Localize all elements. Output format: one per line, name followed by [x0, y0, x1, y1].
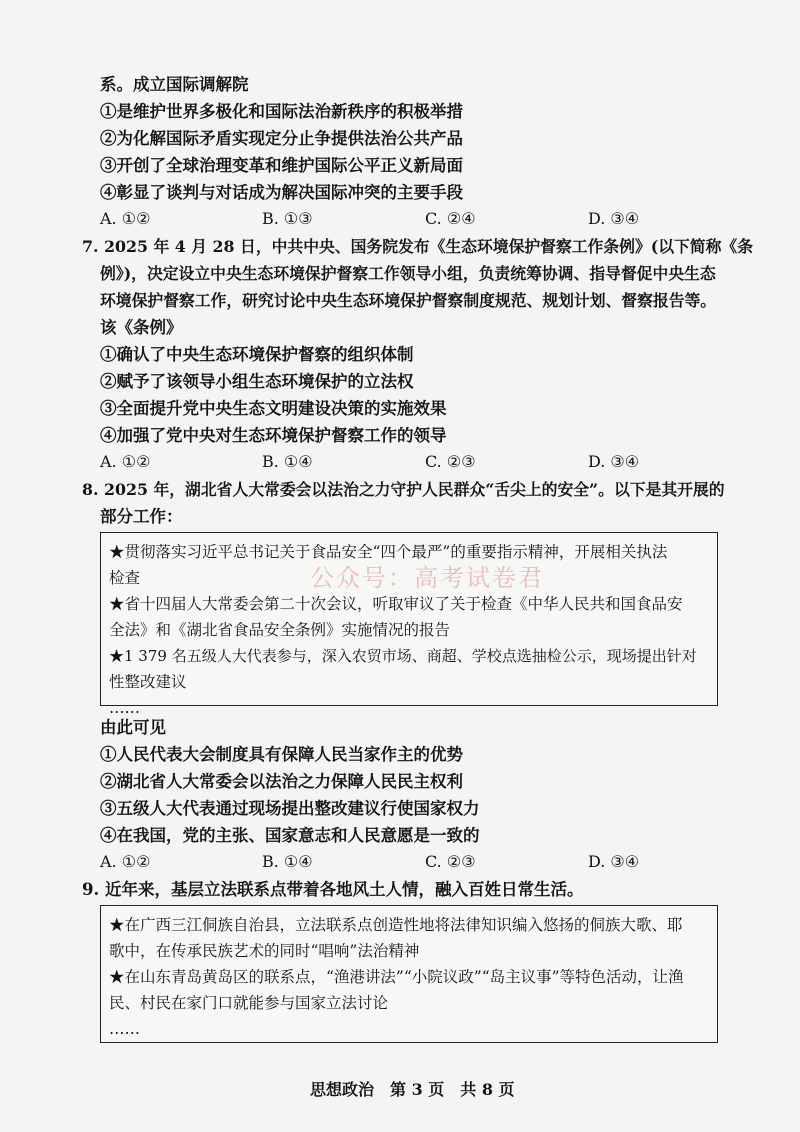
q7-option-d: D. ③④: [588, 452, 640, 471]
q6-statement-3: ③开创了全球治理变革和维护国际公平正义新局面: [100, 156, 463, 175]
q7-stem-line-4: 该《条例》: [100, 318, 183, 337]
q9-material-line-1: ★在广西三江侗族自治县，立法联系点创造性地将法律知识编入悠扬的侗族大歌、耶: [109, 916, 683, 934]
q7-stem-line-2: 例》)，决定设立中央生态环境保护督察工作领导小组，负责统筹协调、指导督促中央生态: [100, 264, 716, 283]
q6-statement-2: ②为化解国际矛盾实现定分止争提供法治公共产品: [100, 129, 463, 148]
q7-stem-line-3: 环境保护督察工作，研究讨论中央生态环境保护督察制度规范、规划计划、督察报告等。: [100, 291, 717, 310]
q6-statement-1: ①是维护世界多极化和国际法治新秩序的积极举措: [100, 102, 463, 121]
q8-material-ellipsis: ……: [109, 699, 140, 717]
q7-option-a: A. ①②: [100, 452, 151, 471]
q6-option-c: C. ②④: [425, 209, 476, 228]
q7-statement-1: ①确认了中央生态环境保护督察的组织体制: [100, 345, 414, 364]
q7-statement-4: ④加强了党中央对生态环境保护督察工作的领导: [100, 426, 447, 445]
q8-statement-1: ①人民代表大会制度具有保障人民当家作主的优势: [100, 745, 463, 764]
q8-material-line-3: ★省十四届人大常委会第二十次会议，听取审议了关于检查《中华人民共和国食品安: [109, 595, 683, 613]
q8-option-d: D. ③④: [588, 852, 640, 871]
q7-statement-3: ③全面提升党中央生态文明建设决策的实施效果: [100, 399, 447, 418]
q8-material-line-5: ★1 379 名五级人大代表参与，深入农贸市场、商超、学校点选抽检公示，现场提出针对: [109, 647, 697, 665]
page-footer: 思想政治 第 3 页 共 8 页: [310, 1080, 515, 1099]
watermark: 公众号：高考试卷君: [310, 564, 544, 592]
q6-statement-4: ④彰显了谈判与对话成为解决国际冲突的主要手段: [100, 183, 463, 202]
q6-option-a: A. ①②: [100, 209, 151, 228]
q6-option-b: B. ①③: [262, 209, 313, 228]
q8-material-line-2: 检查: [109, 569, 141, 587]
q8-material-line-4: 全法》和《湖北省食品安全条例》实施情况的报告: [109, 621, 451, 639]
q8-statement-4: ④在我国，党的主张、国家意志和人民意愿是一致的: [100, 826, 480, 845]
q7-option-c: C. ②③: [425, 452, 476, 471]
q9-material-line-2: 歌中，在传承民族艺术的同时“唱响”法治精神: [109, 942, 420, 960]
q8-statement-3: ③五级人大代表通过现场提出整改建议行使国家权力: [100, 799, 480, 818]
q8-statement-2: ②湖北省人大常委会以法治之力保障人民民主权利: [100, 772, 463, 791]
q9-material-line-3: ★在山东青岛黄岛区的联系点，“渔港讲法”“小院议政”“岛主议事”等特色活动，让渔: [109, 968, 684, 986]
q6-stem-tail: 系。成立国际调解院: [100, 75, 249, 94]
q8-option-c: C. ②③: [425, 852, 476, 871]
q8-option-b: B. ①④: [262, 852, 313, 871]
q9-material-box: [100, 905, 718, 1043]
q9-stem: 9. 近年来，基层立法联系点带着各地风土人情，融入百姓日常生活。: [82, 880, 584, 899]
q8-material-line-6: 性整改建议: [109, 673, 187, 691]
q9-material-ellipsis: ……: [109, 1020, 140, 1038]
q7-stem-line-1: 7. 2025 年 4 月 28 日，中共中央、国务院发布《生态环境保护督察工作条例》(以下简称《条: [82, 237, 753, 256]
q8-stem-line-1: 8. 2025 年，湖北省人大常委会以法治之力守护人民群众“舌尖上的安全”。以下是其开展的: [82, 480, 725, 499]
q6-option-d: D. ③④: [588, 209, 640, 228]
q9-material-line-4: 民、村民在家门口就能参与国家立法讨论: [109, 994, 389, 1012]
q8-material-line-1: ★贯彻落实习近平总书记关于食品安全“四个最严”的重要指示精神，开展相关执法: [109, 543, 668, 561]
q8-lead: 由此可见: [100, 718, 166, 737]
q7-option-b: B. ①④: [262, 452, 313, 471]
q8-stem-line-2: 部分工作：: [100, 507, 183, 526]
q8-option-a: A. ①②: [100, 852, 151, 871]
q7-statement-2: ②赋予了该领导小组生态环境保护的立法权: [100, 372, 414, 391]
